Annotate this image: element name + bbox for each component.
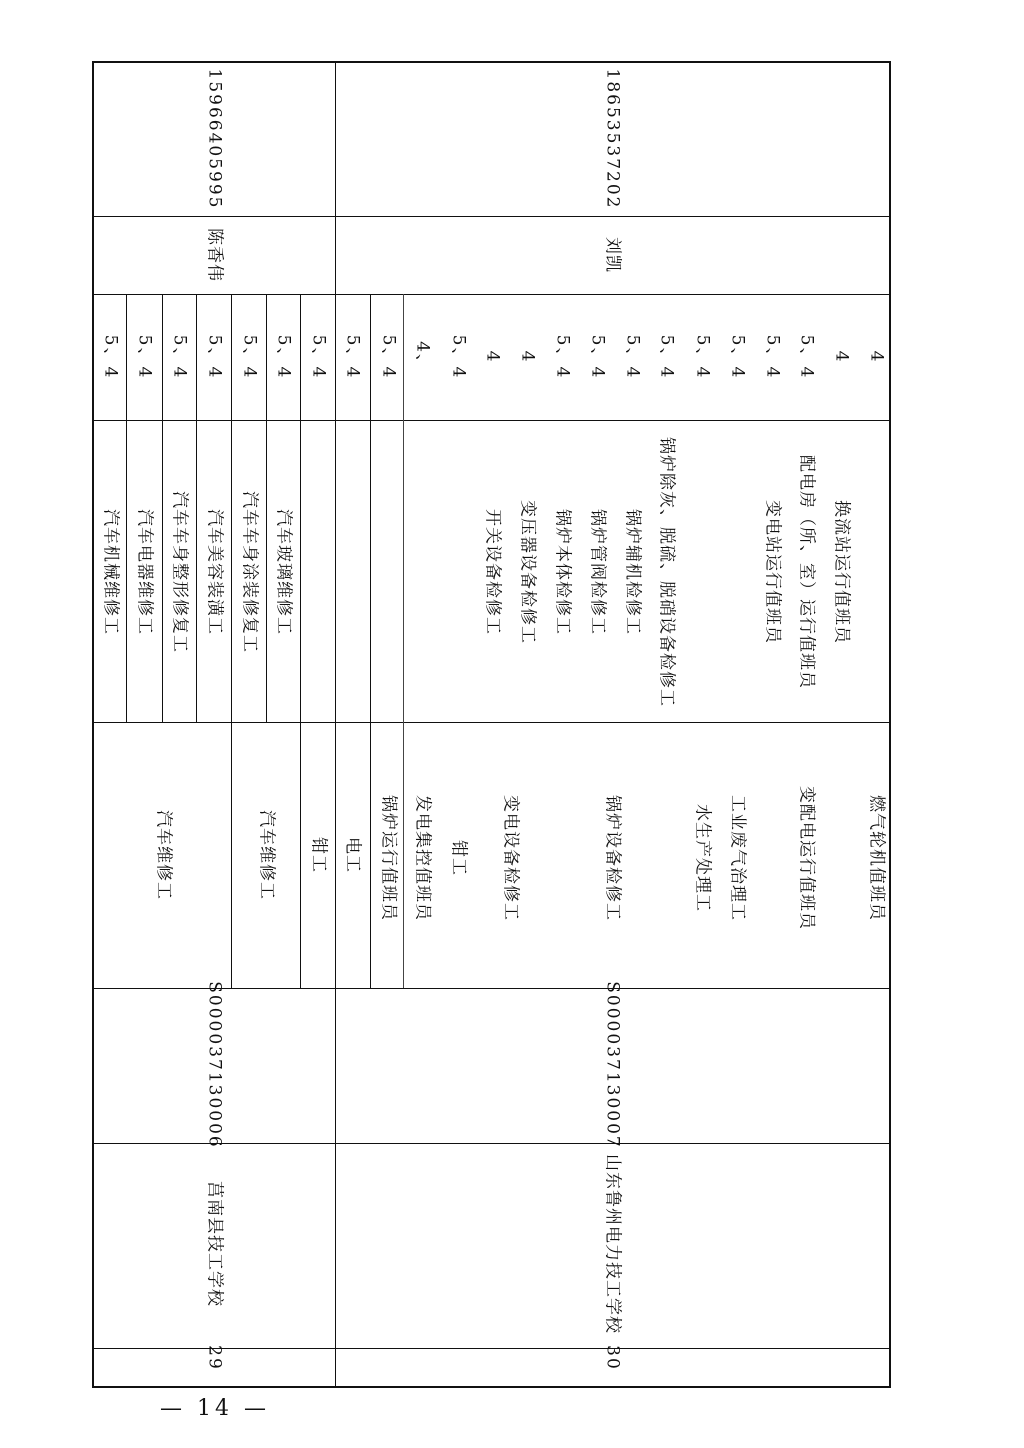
rule-line [403,294,404,988]
major-cell: 钳工 [448,840,469,876]
level-cell: 5、4 [656,334,677,380]
rule-line [93,294,890,295]
level-cell: 5、4 [342,334,363,380]
job-cell: 换流站运行值班员 [831,500,852,644]
level-cell: 5、4 [448,334,469,380]
job-cell: 配电房（所、室）运行值班员 [796,455,817,689]
rule-line [162,294,163,722]
school-cell: 莒南县技工学校 [204,1181,225,1307]
level-cell: 4、 [412,341,433,373]
level-cell: 5、4 [273,334,294,380]
major-cell: 燃气轮机值班员 [866,795,887,921]
job-cell: 汽车车身整形修复工 [169,491,190,653]
level-cell: 5、4 [308,334,329,380]
rule-line [370,294,371,988]
level-cell: 4 [831,350,852,364]
major-cell: 电工 [342,837,363,873]
rule-line [93,420,890,421]
school-cell: 山东鲁州电力技工学校 [602,1154,623,1334]
major-cell: 钳工 [308,837,329,873]
job-cell: 变压器设备检修工 [517,500,538,644]
level-cell: 5、4 [622,334,643,380]
major-cell: 锅炉运行值班员 [378,795,399,921]
job-cell: 变电站运行值班员 [762,500,783,644]
major-cell: 水生产处理工 [692,804,713,912]
level-cell: 5、4 [727,334,748,380]
job-cell: 锅炉管阀检修工 [587,509,608,635]
code-cell: S000037130007 [602,981,623,1149]
phone-cell: 18653537202 [602,68,623,210]
rule-line [126,294,127,722]
rule-line [93,216,890,217]
level-cell: 5、4 [169,334,190,380]
job-cell: 锅炉除灰、脱硫、脱硝设备检修工 [656,437,677,707]
level-cell: 5、4 [796,334,817,380]
seq-cell: 30 [602,1345,623,1371]
major-cell: 发电集控值班员 [412,795,433,921]
level-cell: 4 [517,350,538,364]
level-cell: 5、4 [762,334,783,380]
major-cell: 变配电运行值班员 [796,786,817,930]
rule-line [300,722,301,988]
job-cell: 汽车玻璃维修工 [273,509,294,635]
job-cell: 汽车美容装潢工 [204,509,225,635]
contact-cell: 陈香伟 [204,228,225,282]
rule-line [300,294,301,722]
level-cell: 5、4 [239,334,260,380]
job-cell: 汽车机械维修工 [100,509,121,635]
level-cell: 5、4 [587,334,608,380]
rule-line [231,294,232,722]
code-cell: S000037130006 [204,981,225,1149]
job-cell: 锅炉辅机检修工 [622,509,643,635]
rule-line [93,722,890,723]
major-cell: 工业废气治理工 [727,795,748,921]
job-cell: 汽车电器维修工 [134,509,155,635]
level-cell: 5、4 [204,334,225,380]
rule-line [266,294,267,722]
seq-cell: 29 [204,1345,225,1371]
page-number: — 14 — [160,1396,270,1421]
major-cell: 锅炉设备检修工 [602,795,623,921]
contact-cell: 刘凯 [602,237,623,273]
job-cell: 开关设备检修工 [482,509,503,635]
major-cell: 汽车维修工 [153,810,174,900]
level-cell: 5、4 [692,334,713,380]
job-cell: 汽车车身涂装修复工 [239,491,260,653]
major-cell: 汽车维修工 [256,810,277,900]
level-cell: 5、4 [100,334,121,380]
job-cell: 锅炉本体检修工 [552,509,573,635]
rule-line [231,722,232,988]
phone-cell: 15966405995 [204,68,225,210]
level-cell: 5、4 [134,334,155,380]
level-cell: 4 [482,350,503,364]
level-cell: 5、4 [552,334,573,380]
major-cell: 变电设备检修工 [500,795,521,921]
level-cell: 4 [866,350,887,364]
rule-line [196,294,197,722]
rule-line [335,62,336,1388]
level-cell: 5、4 [378,334,399,380]
